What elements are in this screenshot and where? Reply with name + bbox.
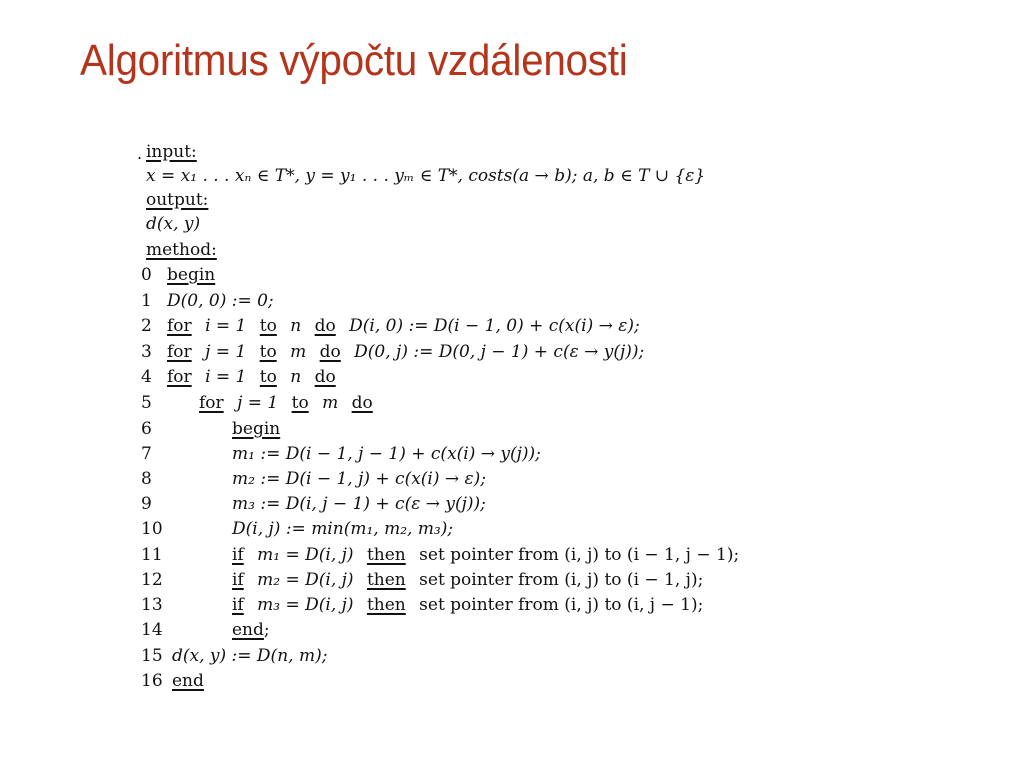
loop-bound: m [290, 342, 307, 362]
input-label: input: [146, 142, 197, 162]
keyword-to: to [259, 367, 277, 387]
line-number: 16 [141, 671, 163, 691]
keyword-to: to [291, 393, 309, 413]
loop-body: D(0, j) := D(0, j − 1) + c(ε → y(j)); [354, 342, 645, 362]
line-number: 11 [141, 545, 163, 565]
input-value: x = x₁ . . . xₙ ∈ T*, y = y₁ . . . yₘ ∈ T*, costs(a → b); a, b ∈ T ∪ {ε} [146, 166, 706, 186]
semicolon: ; [263, 620, 270, 640]
loop-body: D(i, 0) := D(i − 1, 0) + c(x(i) → ε); [349, 316, 640, 336]
input-value-row [146, 165, 705, 189]
loop-bound: n [290, 367, 302, 387]
keyword-for: for [167, 316, 192, 336]
line-number: 3 [141, 342, 152, 362]
output-value: d(x, y) [146, 214, 201, 234]
keyword-do: do [314, 367, 336, 387]
statement: m₃ := D(i, j − 1) + c(ε → y(j)); [232, 494, 486, 514]
line-number: 9 [141, 494, 152, 514]
output-value-row [146, 213, 200, 237]
line-number: 6 [141, 419, 152, 439]
loop-init: i = 1 [205, 316, 247, 336]
line-number: 15 [141, 646, 163, 666]
loop-bound: n [290, 316, 302, 336]
keyword-for: for [167, 342, 192, 362]
output-label-row [146, 189, 208, 213]
method-label-row [146, 239, 217, 263]
keyword-if: if [232, 545, 244, 565]
keyword-then: then [366, 595, 406, 615]
keyword-begin: begin [167, 265, 216, 285]
keyword-do: do [319, 342, 341, 362]
line-number: 12 [141, 570, 163, 590]
condition: m₂ = D(i, j) [257, 570, 354, 590]
keyword-if: if [232, 570, 244, 590]
line-number: 0 [141, 265, 152, 285]
action: set pointer from (i, j) to (i − 1, j); [419, 570, 704, 590]
action: set pointer from (i, j) to (i, j − 1); [419, 595, 704, 615]
keyword-if: if [232, 595, 244, 615]
line-number: 5 [141, 393, 152, 413]
condition: m₁ = D(i, j) [257, 545, 354, 565]
keyword-end: end [172, 671, 204, 691]
loop-init: i = 1 [205, 367, 247, 387]
output-label: output: [146, 190, 209, 210]
keyword-do: do [351, 393, 373, 413]
bullet-dot: . [137, 144, 143, 163]
statement: D(0, 0) := 0; [167, 291, 274, 311]
loop-init: j = 1 [205, 342, 247, 362]
line-number: 13 [141, 595, 163, 615]
slide-title: Algoritmus výpočtu vzdálenosti [80, 36, 628, 85]
line-number: 14 [141, 620, 163, 640]
line-number: 2 [141, 316, 152, 336]
keyword-do: do [314, 316, 336, 336]
method-label: method: [146, 240, 217, 260]
line-number: 1 [141, 291, 152, 311]
keyword-then: then [366, 545, 406, 565]
loop-init: j = 1 [237, 393, 279, 413]
keyword-to: to [259, 342, 277, 362]
line-number: 10 [141, 519, 163, 539]
action: set pointer from (i, j) to (i − 1, j − 1); [419, 545, 740, 565]
line-number: 8 [141, 469, 152, 489]
keyword-for: for [199, 393, 224, 413]
keyword-end: end [232, 620, 264, 640]
keyword-begin: begin [232, 419, 281, 439]
line-number: 7 [141, 444, 152, 464]
statement: m₂ := D(i − 1, j) + c(x(i) → ε); [232, 469, 487, 489]
condition: m₃ = D(i, j) [257, 595, 354, 615]
loop-bound: m [322, 393, 339, 413]
keyword-for: for [167, 367, 192, 387]
statement: d(x, y) := D(n, m); [172, 646, 328, 666]
keyword-to: to [259, 316, 277, 336]
statement: D(i, j) := min(m₁, m₂, m₃); [232, 519, 454, 539]
line-number: 4 [141, 367, 152, 387]
input-label-row [146, 141, 197, 165]
statement: m₁ := D(i − 1, j − 1) + c(x(i) → y(j)); [232, 444, 541, 464]
keyword-then: then [366, 570, 406, 590]
